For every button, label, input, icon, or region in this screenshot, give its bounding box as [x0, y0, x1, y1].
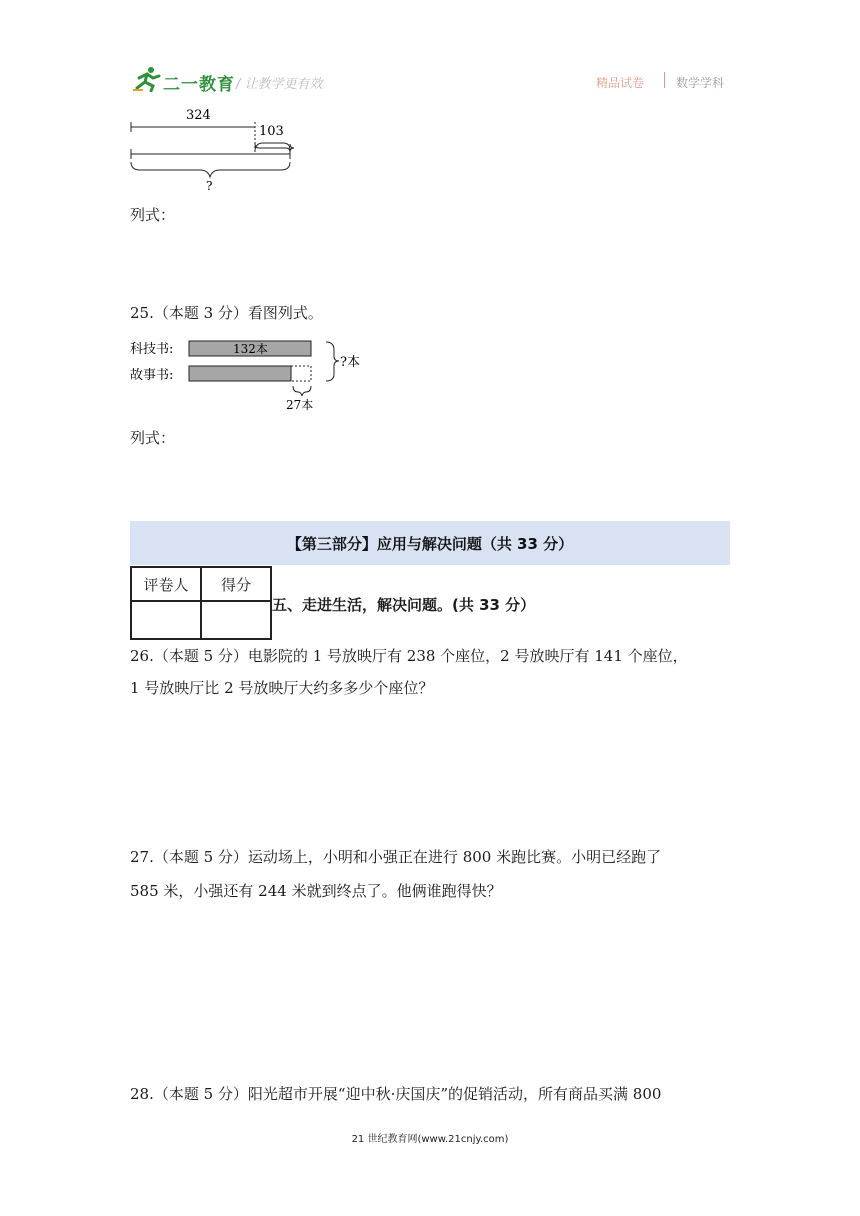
section5-title: 五、走进生活，解决问题。(共 33 分） [272, 596, 536, 614]
q25-total-label: ?本 [340, 355, 360, 370]
header-slogan: / 让教学更有效 [236, 77, 323, 92]
page-footer: 21 世纪教育网(www.21cnjy.com) [351, 1134, 509, 1145]
grader-header: 评卷人 [131, 567, 201, 601]
q25-formula-label: 列式： [130, 429, 176, 447]
q25-row1-label: 科技书: [130, 342, 174, 357]
header-label-papers: 精品试卷 [596, 76, 645, 90]
q25-bar-diagram [128, 336, 368, 416]
q25-row2-label: 故事书: [130, 368, 174, 383]
q24-top-value: 324 [186, 108, 211, 123]
q26-line2: 1 号放映厅比 2 号放映厅大约多多少个座位？ [130, 679, 434, 697]
score-cell[interactable] [201, 601, 271, 639]
q24-formula-label: 列式： [130, 206, 176, 224]
header-divider [664, 72, 665, 88]
q26-line1: 26.（本题 5 分）电影院的 1 号放映厅有 238 个座位，2 号放映厅有 141 个座位， [130, 647, 688, 665]
q25-diff-label: 27本 [286, 398, 314, 412]
section3-header [130, 521, 730, 565]
section3-title: 【第三部分】应用与解决问题（共 33 分） [286, 534, 574, 553]
grading-table [130, 566, 272, 640]
q25-question: 25.（本题 3 分）看图列式。 [130, 304, 323, 322]
q27-line1: 27.（本题 5 分）运动场上，小明和小强正在进行 800 米跑比赛。小明已经跑了 [130, 848, 662, 866]
q25-row1-value: 132本 [233, 342, 268, 356]
score-header: 得分 [201, 567, 271, 601]
q24-total-label: ? [206, 179, 213, 193]
q27-line2: 585 米，小强还有 244 米就到终点了。他俩谁跑得快？ [130, 882, 502, 900]
header-label-subject: 数学学科 [676, 76, 725, 90]
q24-extra-value: 103 [259, 124, 284, 139]
grader-cell[interactable] [131, 601, 201, 639]
logo-text: 二一教育 [163, 75, 235, 95]
q24-line-diagram [128, 104, 308, 194]
q28-line1: 28.（本题 5 分）阳光超市开展“迎中秋·庆国庆”的促销活动，所有商品买满 800 [130, 1085, 662, 1103]
runner-logo-icon [133, 66, 161, 92]
